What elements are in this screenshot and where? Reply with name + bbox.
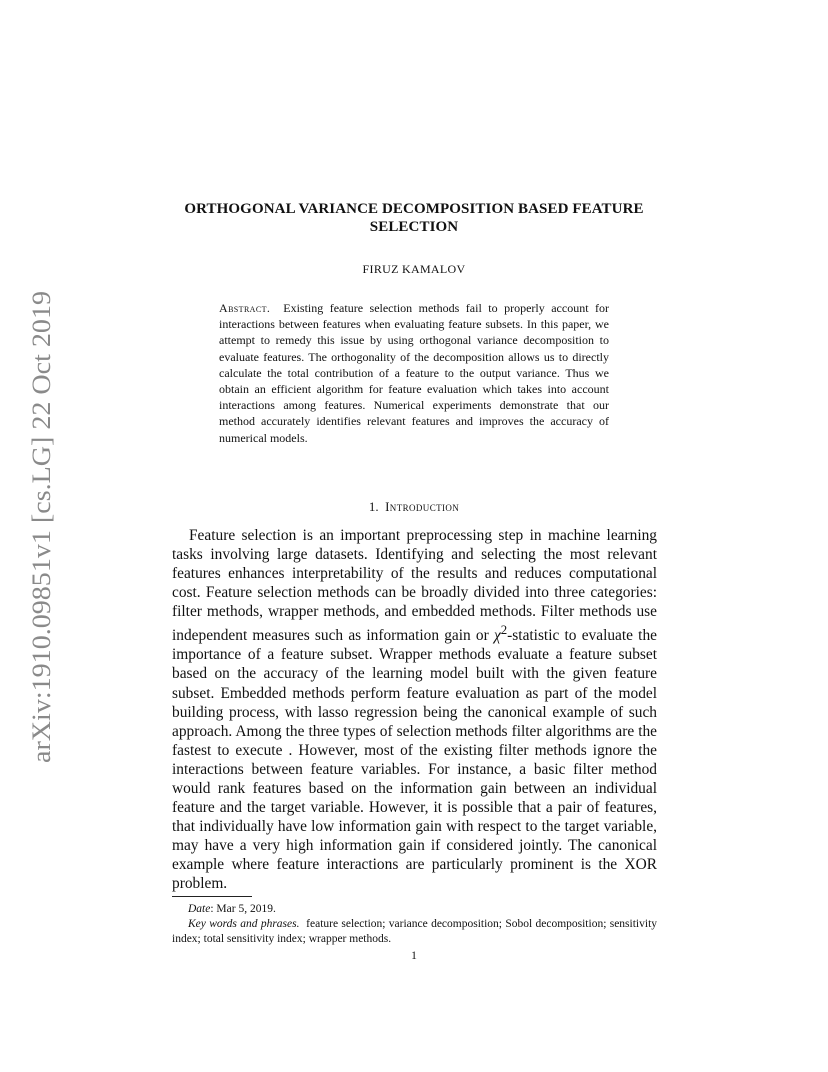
arxiv-identifier-stamp <box>16 288 60 763</box>
chi-symbol: χ <box>493 627 501 645</box>
footnotes <box>172 902 657 948</box>
page-number: 1 <box>411 950 417 962</box>
keywords-value: feature selection; variance decomposition; Sobol decomposition; sensitivity index; total sensitivity index; wrapper methods. <box>172 918 658 946</box>
paper-author: FIRUZ KAMALOV <box>362 262 466 276</box>
abstract <box>219 300 609 446</box>
arxiv-identifier-text: arXiv:1910.09851v1 [cs.LG] 22 Oct 2019 <box>26 316 56 763</box>
date-label: Date <box>188 903 211 915</box>
section-title-text: Introduction <box>385 499 460 514</box>
footnote-keywords <box>172 917 657 947</box>
chi-exponent: 2 <box>500 623 508 638</box>
abstract-label: Abstract. <box>219 301 271 315</box>
section-heading <box>150 499 678 515</box>
intro-text-part1: Feature selection is an important preprocessing step in machine learning tasks involving large datasets. Identifying and selecting the most relevant features enhances interpretability of the results and reduces computational cost. Feature selection methods can be broadly divided into three categories: filter methods, wrapper methods, and embedded methods. Filter methods use independent measures such as information gain or <box>172 527 657 645</box>
section-number: 1. <box>368 499 379 514</box>
intro-text-part2: -statistic to evaluate the importance of a feature subset. Wrapper methods evaluate a feature subset based on the accuracy of the learning model built with the given feature subset. Embedded methods perform feature evaluation as part of the model building process, with lasso regression being the canonical example of such approach. Among the three types of selection methods filter algorithms are the fastest to execute . However, most of the existing filter methods ignore the interactions between feature variables. For instance, a basic filter method would rank features based on the information gain between an individual feature and the target variable. However, it is possible that a pair of features, that individually have low information gain with respect to the target variable, may have a very high information gain if considered jointly. The canonical example where feature interactions are particularly prominent is the XOR problem. <box>172 627 657 892</box>
footnote-date <box>172 902 657 917</box>
introduction-paragraph <box>172 526 657 893</box>
date-value: : Mar 5, 2019. <box>210 903 276 915</box>
abstract-text: Existing feature selection methods fail to properly account for interactions between features when evaluating feature subsets. In this paper, we attempt to remedy this issue by using orthogonal variance decomposition to evaluate features. The orthogonality of the decomposition allows us to directly calculate the total contribution of a feature to the output variance. Thus we obtain an efficient algorithm for feature evaluation which takes into account interactions among features. Numerical experiments demonstrate that our method accurately identifies relevant features and improves the accuracy of numerical models. <box>219 301 610 445</box>
paper-title: ORTHOGONAL VARIANCE DECOMPOSITION BASED FEATURE SELECTION <box>184 201 644 235</box>
keywords-label: Key words and phrases. <box>188 918 300 931</box>
footnote-divider <box>172 896 252 897</box>
